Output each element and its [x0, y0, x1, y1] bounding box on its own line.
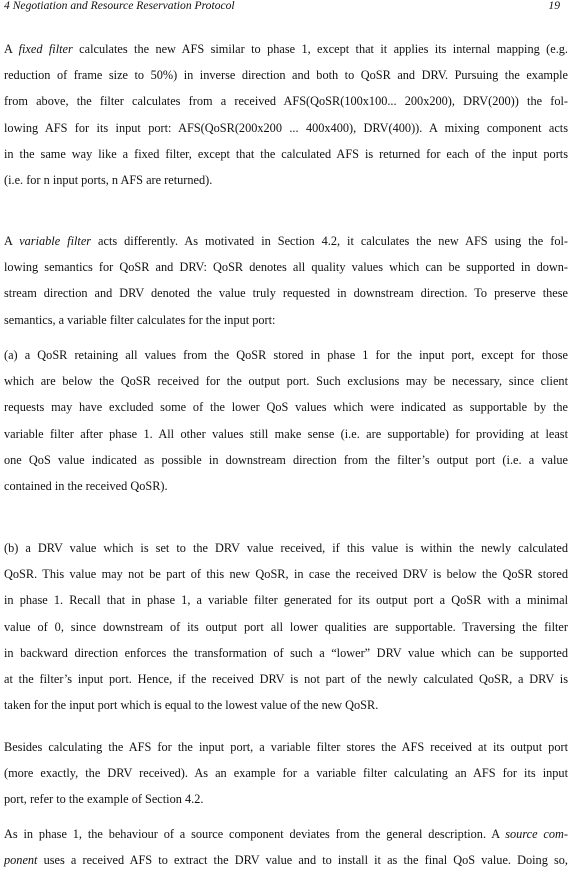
text-line: QoSR. This value may not be part of this new QoSR, in case the received DRV is below the QoSR stored: [4, 567, 568, 582]
text-line: in backward direction enforces the transformation of such a “lower” DRV value which can be supported: [4, 645, 568, 660]
text-line: (a) a QoSR retaining all values from the QoSR stored in phase 1 for the input port, except for those: [4, 348, 568, 362]
text-line: taken for the input port which is equal to the lowest value of the new QoSR.: [4, 698, 379, 713]
paragraph: [4, 734, 568, 813]
text-line: (b) a DRV value which is set to the DRV value received, if this value is within the newly calculated: [4, 541, 568, 555]
text-line: in the same way like a fixed filter, except that the calculated AFS is returned for each of the input ports: [4, 146, 568, 161]
emphasized-term: ponent: [4, 853, 38, 868]
text-line: (more exactly, the DRV received). As an example for a variable filter calculating an AFS for its input: [4, 766, 568, 781]
text-line: lowing semantics for QoSR and DRV: QoSR denotes all quality values which can be supported in down-: [4, 260, 568, 275]
text-line: stream direction and DRV denoted the value truly requested in downstream direction. To preserve these: [4, 286, 568, 301]
chapter-title: 4 Negotiation and Resource Reservation Protocol: [4, 0, 235, 12]
paragraph: [4, 36, 568, 193]
text-line: at the filter’s input port. Hence, if the received DRV is not part of the newly calculated QoSR, a DRV is: [4, 672, 568, 687]
paragraph: [4, 342, 568, 499]
text-line: one QoS value indicated as possible in downstream direction from the filter’s output port (i.e. a value: [4, 452, 568, 467]
text-line: requests may have excluded some of the lower QoS values which were indicated as supportable by the: [4, 400, 568, 415]
page-number: 19: [548, 0, 560, 12]
text-line: in phase 1. Recall that in phase 1, a variable filter generated for its output port a QoSR with a minimal: [4, 593, 568, 608]
running-header: [4, 0, 560, 15]
paragraph: [4, 535, 568, 718]
text-line: value of 0, since downstream of its output port all lower qualities are supportable. Traversing the filter: [4, 619, 568, 634]
emphasized-term: fixed filter: [18, 42, 73, 56]
text-line: which are below the QoSR received for the output port. Such exclusions may be necessary, since client: [4, 374, 568, 389]
text-line: from above, the filter calculates from a received AFS(QoSR(100x100... 200x200), DRV(200)) the fol-: [4, 94, 568, 109]
text-line: (i.e. for n input ports, n AFS are returned).: [4, 173, 213, 188]
emphasized-term: variable filter: [19, 234, 92, 248]
text-line: semantics, a variable filter calculates for the input port:: [4, 312, 276, 327]
text-line: contained in the received QoSR).: [4, 479, 168, 494]
text-line: variable filter after phase 1. All other values still make sense (i.e. are supportable) for providing at least: [4, 426, 568, 441]
paragraph: [4, 228, 568, 333]
paragraph: [4, 821, 568, 873]
emphasized-term: source com-: [505, 827, 569, 841]
text-line: As in phase 1, the behaviour of a source component deviates from the general description. A source com-: [4, 827, 569, 841]
text-line: A variable filter acts differently. As motivated in Section 4.2, it calculates the new AFS using the fol-: [4, 234, 569, 248]
text-line: reduction of frame size to 50%) in inverse direction and both to QoSR and DRV. Pursuing the example: [4, 68, 568, 83]
text-line: Besides calculating the AFS for the input port, a variable filter stores the AFS received at its output port: [4, 740, 568, 754]
text-line: port, refer to the example of Section 4.2.: [4, 792, 204, 807]
text-line: A fixed filter calculates the new AFS similar to phase 1, except that it applies its internal mapping (e.g.: [4, 42, 568, 56]
text-line: lowing AFS for its input port: AFS(QoSR(200x200 ... 400x400), DRV(400)). A mixing component acts: [4, 120, 568, 135]
text-line: ponent uses a received AFS to extract the DRV value and to install it as the final QoS value. Doing so,: [4, 853, 568, 868]
